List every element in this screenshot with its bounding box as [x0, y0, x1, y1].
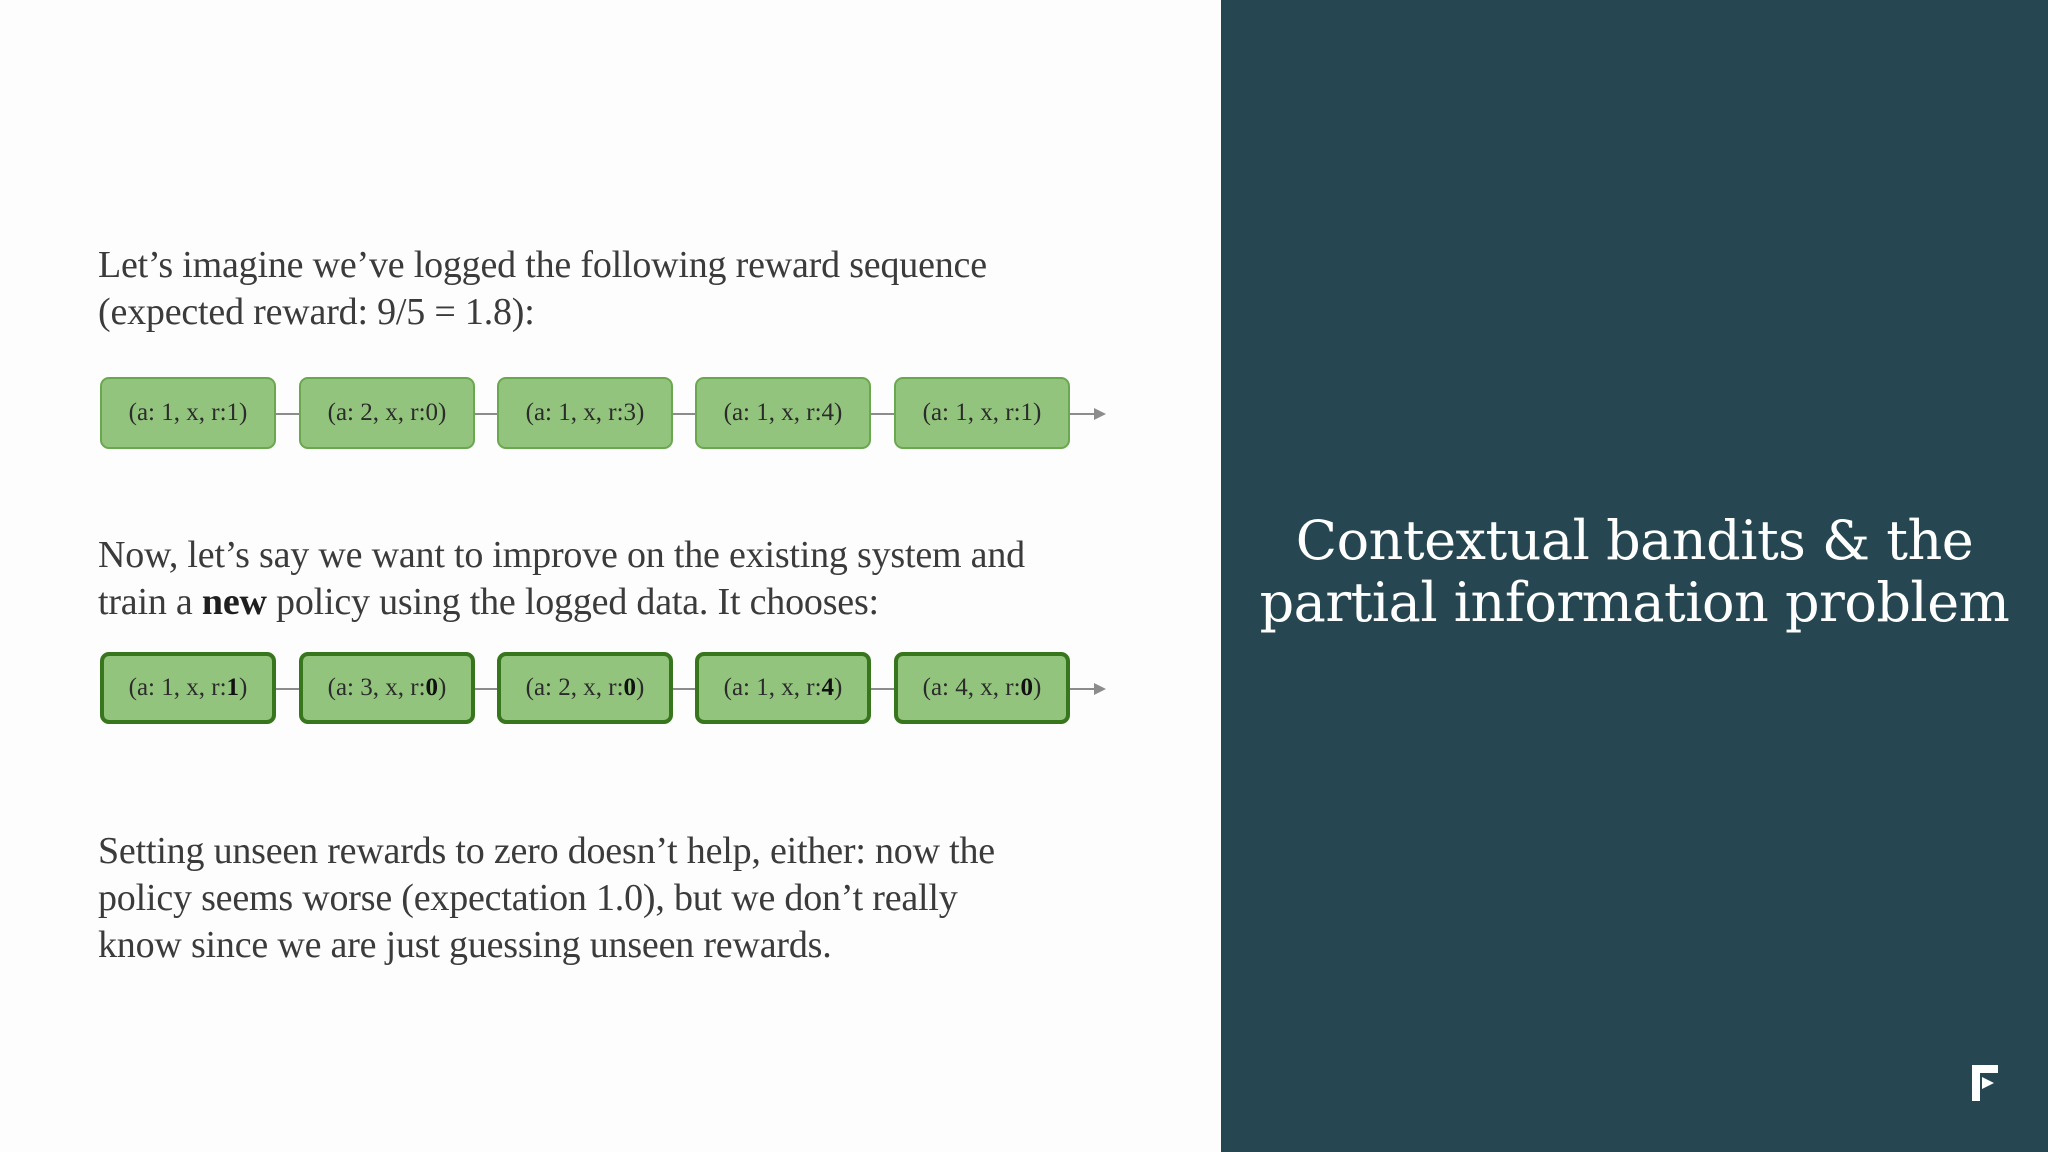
logged-step-2: (a: 2, x, r: 0 ): [299, 377, 475, 449]
brand-logo-icon: [1972, 1065, 1998, 1101]
slide-title: [1221, 510, 2048, 634]
new-step-1: (a: 1, x, r: 1 ): [100, 652, 276, 724]
intro-line-2: (expected reward: 9/5 = 1.8):: [98, 291, 535, 333]
conclusion-line-2: policy seems worse (expectation 1.0), but we don’t really: [98, 877, 958, 919]
new-step-4: (a: 1, x, r: 4 ): [695, 652, 871, 724]
new-step-3: (a: 2, x, r: 0 ): [497, 652, 673, 724]
slide-title-line-1: Contextual bandits & the: [1295, 509, 1974, 572]
conclusion-line-3: know since we are just guessing unseen rewards.: [98, 924, 832, 966]
arrow-right-icon: [1094, 408, 1106, 420]
intro-line-1: Let’s imagine we’ve logged the following reward sequence: [98, 244, 987, 286]
new-policy-line-2: train a new policy using the logged data. It chooses:: [98, 581, 879, 623]
arrow-right-icon: [1094, 683, 1106, 695]
logged-reward-sequence: [100, 377, 1120, 451]
conclusion-paragraph: [98, 828, 995, 969]
logged-step-5: (a: 1, x, r: 1 ): [894, 377, 1070, 449]
intro-paragraph: [98, 242, 987, 336]
slide-title-line-2: partial information problem: [1259, 571, 2010, 634]
logged-step-4: (a: 1, x, r: 4 ): [695, 377, 871, 449]
new-policy-sequence: [100, 652, 1120, 726]
new-step-2: (a: 3, x, r: 0 ): [299, 652, 475, 724]
new-step-5: (a: 4, x, r: 0 ): [894, 652, 1070, 724]
logged-step-1: (a: 1, x, r: 1 ): [100, 377, 276, 449]
new-policy-paragraph: [98, 532, 1025, 626]
logged-step-3: (a: 1, x, r: 3 ): [497, 377, 673, 449]
conclusion-line-1: Setting unseen rewards to zero doesn’t help, either: now the: [98, 830, 995, 872]
emphasis-new: new: [201, 581, 267, 623]
new-policy-line-1: Now, let’s say we want to improve on the existing system and: [98, 534, 1025, 576]
